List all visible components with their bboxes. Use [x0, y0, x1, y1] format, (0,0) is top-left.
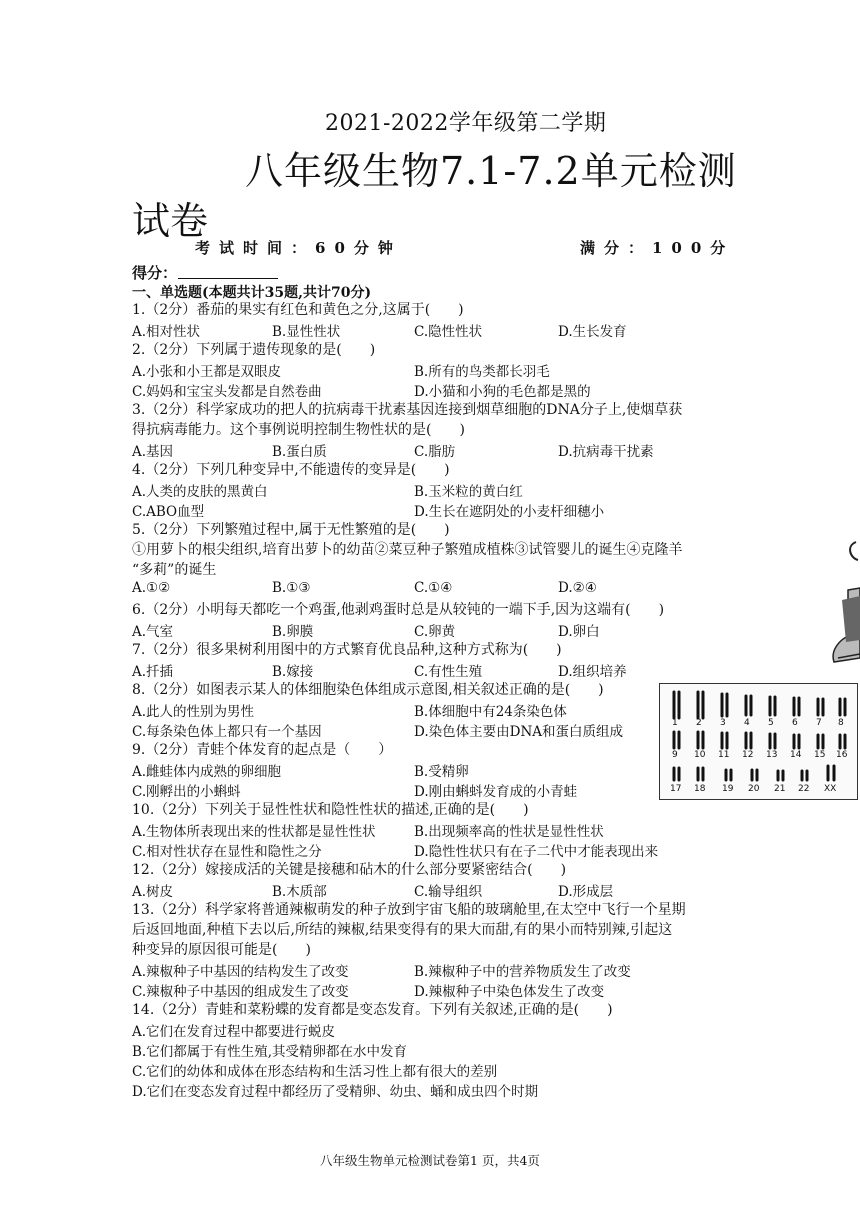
option[interactable]: B.木质部 — [272, 884, 327, 900]
question-2: 2.（2分）下列属于遗传现象的是( ) — [132, 342, 376, 358]
option[interactable]: D.形成层 — [558, 884, 614, 900]
karyotype-label: 2 — [696, 718, 702, 728]
options-10a — [132, 820, 732, 840]
question-13: 13.（2分）科学家将普通辣椒萌发的种子放到宇宙飞船的玻璃舱里,在太空中飞行一个星期 — [132, 902, 686, 918]
question-5-cont2: “多莉”的诞生 — [132, 562, 217, 578]
options-4b — [132, 500, 732, 520]
exam-title-cont: 试卷 — [132, 199, 209, 243]
options-7 — [132, 660, 732, 680]
section-heading: 一、单选题(本题共计35题,共计70分) — [132, 285, 372, 301]
option[interactable]: A.雌蛙体内成熟的卵细胞 — [132, 764, 282, 780]
option[interactable]: A.气室 — [132, 624, 174, 640]
option[interactable]: C.辣椒种子中基因的组成发生了改变 — [132, 984, 349, 1000]
karyotype-label: 22 — [798, 784, 810, 794]
options-9b — [132, 780, 732, 800]
option[interactable]: A.此人的性别为男性 — [132, 704, 255, 720]
option[interactable]: D.染色体主要由DNA和蛋白质组成 — [414, 724, 624, 740]
options-13a — [132, 960, 732, 980]
option[interactable]: A.辣椒种子中基因的结构发生了改变 — [132, 964, 349, 980]
options-1 — [132, 320, 732, 340]
question-10: 10.（2分）下列关于显性性状和隐性性状的描述,正确的是( ) — [132, 802, 529, 818]
score-label: 得分： — [132, 264, 178, 282]
option[interactable]: C.隐性性状 — [414, 324, 483, 340]
option[interactable]: A.基因 — [132, 444, 174, 460]
options-6 — [132, 620, 732, 640]
option[interactable]: C.刚孵出的小蝌蚪 — [132, 784, 241, 800]
question-5-cont: ①用萝卜的根尖组织,培育出萝卜的幼苗②菜豆种子繁殖成植株③试管婴儿的诞生④克隆羊 — [132, 542, 683, 558]
options-4a — [132, 480, 732, 500]
semester-title: 2021-2022学年级第二学期 — [325, 111, 607, 136]
option[interactable]: D.隐性性状只有在子二代中才能表现出来 — [414, 844, 659, 860]
option[interactable]: D.生长发育 — [558, 324, 627, 340]
karyotype-label: 6 — [792, 718, 798, 728]
option[interactable]: B.出现频率高的性状是显性性状 — [414, 824, 604, 840]
option[interactable]: B.玉米粒的黄白红 — [414, 484, 523, 500]
score-blank[interactable] — [178, 278, 278, 279]
option[interactable]: C.①④ — [414, 580, 453, 596]
option[interactable]: D.辣椒种子中染色体发生了改变 — [414, 984, 605, 1000]
question-3-cont: 得抗病毒能力。这个事例说明控制生物性状的是( ) — [132, 422, 465, 438]
options-2a — [132, 360, 732, 380]
question-13-cont2: 种变异的原因很可能是( ) — [132, 942, 311, 958]
karyotype-label: 17 — [670, 784, 682, 794]
options-14b — [132, 1040, 732, 1060]
option[interactable]: D.抗病毒干扰素 — [558, 444, 654, 460]
option[interactable]: C.它们的幼体和成体在形态结构和生活习性上都有很大的差别 — [132, 1064, 498, 1080]
question-5: 5.（2分）下列繁殖过程中,属于无性繁殖的是( ) — [132, 522, 450, 538]
options-13b — [132, 980, 732, 1000]
question-6: 6.（2分）小明每天都吃一个鸡蛋,他剥鸡蛋时总是从较钝的一端下手,因为这端有( ) — [132, 602, 665, 618]
karyotype-label: 16 — [836, 750, 848, 760]
options-14c — [132, 1060, 732, 1080]
karyotype-label: 8 — [838, 718, 844, 728]
karyotype-label: 15 — [814, 750, 826, 760]
question-9: 9.（2分）青蛙个体发育的起点是（ ） — [132, 742, 393, 758]
karyotype-chromosomes — [660, 684, 857, 799]
karyotype-label: 11 — [718, 750, 730, 760]
karyotype-label: 14 — [790, 750, 802, 760]
karyotype-label: 4 — [744, 718, 750, 728]
karyotype-label: 20 — [748, 784, 760, 794]
option[interactable]: B.蛋白质 — [272, 444, 327, 460]
karyotype-label: 1 — [672, 718, 678, 728]
karyotype-label: 12 — [742, 750, 754, 760]
option[interactable]: A.生物体所表现出来的性状都是显性性状 — [132, 824, 376, 840]
option[interactable]: D.组织培养 — [558, 664, 627, 680]
question-8: 8.（2分）如图表示某人的体细胞染色体组成示意图,相关叙述正确的是( ) — [132, 682, 604, 698]
options-14d — [132, 1080, 732, 1100]
karyotype-figure — [659, 683, 858, 800]
option[interactable]: A.人类的皮肤的黑黄白 — [132, 484, 268, 500]
option[interactable]: C.卵黄 — [414, 624, 456, 640]
karyotype-label: 21 — [774, 784, 786, 794]
option[interactable]: B.受精卵 — [414, 764, 469, 780]
option[interactable]: C.输导组织 — [414, 884, 483, 900]
options-14a — [132, 1020, 732, 1040]
options-2b — [132, 380, 732, 400]
options-9a — [132, 760, 732, 780]
karyotype-label: 19 — [722, 784, 734, 794]
option[interactable]: A.树皮 — [132, 884, 174, 900]
karyotype-label: 10 — [694, 750, 706, 760]
karyotype-label: XX — [824, 784, 837, 794]
option[interactable]: B.它们都属于有性生殖,其受精卵都在水中发育 — [132, 1044, 408, 1060]
option[interactable]: A.小张和小王都是双眼皮 — [132, 364, 282, 380]
option[interactable]: B.辣椒种子中的营养物质发生了改变 — [414, 964, 631, 980]
exam-title: 八年级生物7.1-7.2单元检测 — [245, 149, 737, 193]
question-12: 12.（2分）嫁接成活的关键是接穗和砧木的什么部分要紧密结合( ) — [132, 862, 567, 878]
option[interactable]: A.扦插 — [132, 664, 174, 680]
question-13-cont: 后返回地面,种植下去以后,所结的辣椒,结果变得有的果大而甜,有的果小而特别辣,引起这 — [132, 922, 673, 938]
option[interactable]: D.它们在变态发育过程中都经历了受精卵、幼虫、蛹和成虫四个时期 — [132, 1084, 539, 1100]
question-7: 7.（2分）很多果树利用图中的方式繁育优良品种,这种方式称为( ) — [132, 642, 562, 658]
karyotype-label: 9 — [672, 750, 678, 760]
option[interactable]: C.妈妈和宝宝头发都是自然卷曲 — [132, 384, 322, 400]
options-3 — [132, 440, 732, 460]
full-score: 满分：100分 — [580, 239, 735, 257]
options-8b — [132, 720, 732, 740]
question-1: 1.（2分）番茄的果实有红色和黄色之分,这属于( ) — [132, 302, 464, 318]
karyotype-label: 7 — [816, 718, 822, 728]
option[interactable]: B.所有的鸟类都长羽毛 — [414, 364, 550, 380]
option[interactable]: B.显性性状 — [272, 324, 341, 340]
options-10b — [132, 840, 732, 860]
option[interactable]: C.每条染色体上都只有一个基因 — [132, 724, 322, 740]
option[interactable]: D.小猫和小狗的毛色都是黑的 — [414, 384, 591, 400]
question-3: 3.（2分）科学家成功的把人的抗病毒干扰素基因连接到烟草细胞的DNA分子上,使烟草获 — [132, 402, 683, 418]
option[interactable]: A.①② — [132, 580, 171, 596]
karyotype-label: 13 — [766, 750, 778, 760]
option[interactable]: C.脂肪 — [414, 444, 456, 460]
options-5 — [132, 580, 732, 600]
option[interactable]: C.ABO血型 — [132, 504, 205, 520]
grafting-illustration — [828, 540, 860, 665]
exam-time: 考试时间：60分钟 — [195, 239, 402, 257]
option[interactable]: B.①③ — [272, 580, 311, 596]
option[interactable]: C.相对性状存在显性和隐性之分 — [132, 844, 322, 860]
option[interactable]: B.体细胞中有24条染色体 — [414, 704, 567, 720]
option[interactable]: A.它们在发育过程中都要进行蜕皮 — [132, 1024, 336, 1040]
page-footer: 八年级生物单元检测试卷第1 页，共4页 — [320, 1153, 540, 1168]
question-14: 14.（2分）青蛙和菜粉蝶的发育都是变态发育。下列有关叙述,正确的是( ) — [132, 1002, 613, 1018]
option[interactable]: B.嫁接 — [272, 664, 314, 680]
option[interactable]: C.有性生殖 — [414, 664, 483, 680]
option[interactable]: A.相对性状 — [132, 324, 201, 340]
option[interactable]: D.刚由蝌蚪发育成的小青蛙 — [414, 784, 578, 800]
option[interactable]: B.卵膜 — [272, 624, 314, 640]
options-8a — [132, 700, 732, 720]
karyotype-label: 5 — [768, 718, 774, 728]
option[interactable]: D.卵白 — [558, 624, 600, 640]
option[interactable]: D.生长在遮阴处的小麦杆细穗小 — [414, 504, 605, 520]
options-12 — [132, 880, 732, 900]
karyotype-label: 3 — [720, 718, 726, 728]
option[interactable]: D.②④ — [558, 580, 597, 596]
question-4: 4.（2分）下列几种变异中,不能遗传的变异是( ) — [132, 462, 450, 478]
karyotype-label: 18 — [694, 784, 706, 794]
